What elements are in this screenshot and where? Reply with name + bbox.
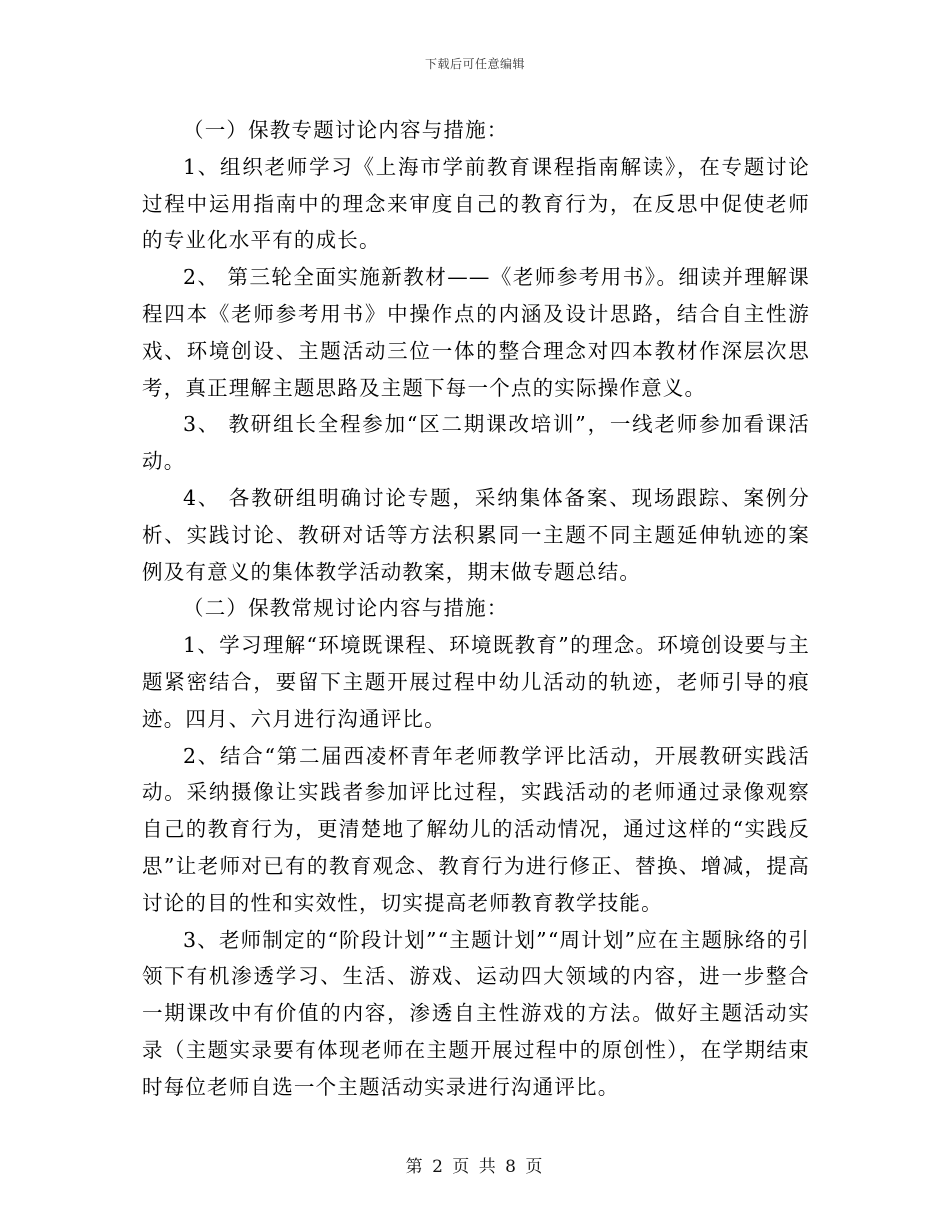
paragraph: 4、 各教研组明确讨论专题，采纳集体备案、现场跟踪、案例分析、实践讨论、教研对话等方法积累同一主题不同主题延伸轨迹的案例及有意义的集体教学活动教案，期末做专题总结。 [142, 485, 810, 584]
document-body [142, 112, 810, 1106]
page-header: 下载后可任意编辑 [424, 57, 525, 71]
paragraph: 1、组织老师学习《上海市学前教育课程指南解读》，在专题讨论过程中运用指南中的理念来审度自己的教育行为，在反思中促使老师的专业化水平有的成长。 [142, 154, 810, 253]
section-heading-2: （二）保教常规讨论内容与措施： [183, 596, 509, 621]
paragraph: 3、老师制定的“阶段计划”“主题计划”“周计划”应在主题脉络的引领下有机渗透学习、生活、游戏、运动四大领域的内容，进一步整合一期课改中有价值的内容，渗透自主性游戏的方法。做好主题活动实录（主题实录要有体现老师在主题开展过程中的原创性），在学期结束时每位老师自选一个主题活动实录进行沟通评比。 [142, 927, 810, 1099]
paragraph: 3、 教研组长全程参加“区二期课改培训”，一线老师参加看课活动。 [142, 412, 810, 474]
page-number: 第 2 页 共 8 页 [405, 1157, 545, 1177]
paragraph: 1、学习理解“环境既课程、环境既教育”的理念。环境创设要与主题紧密结合，要留下主题开展过程中幼儿活动的轨迹，老师引导的痕迹。四月、六月进行沟通评比。 [142, 633, 810, 731]
paragraph: 2、 第三轮全面实施新教材——《老师参考用书》。细读并理解课程四本《老师参考用书》中操作点的内涵及设计思路，结合自主性游戏、环境创设、主题活动三位一体的整合理念对四本教材作深层次思考，真正理解主题思路及主题下每一个点的实际操作意义。 [142, 265, 810, 400]
paragraph: 2、结合“第二届西凌杯青年老师教学评比活动，开展教研实践活动。采纳摄像让实践者参加评比过程，实践活动的老师通过录像观察自己的教育行为，更清楚地了解幼儿的活动情况，通过这样的“实践反思”让老师对已有的教育观念、教育行为进行修正、替换、增减，提高讨论的目的性和实效性，切实提高老师教育教学技能。 [142, 743, 810, 915]
section-heading-1: （一）保教专题讨论内容与措施： [183, 118, 509, 142]
